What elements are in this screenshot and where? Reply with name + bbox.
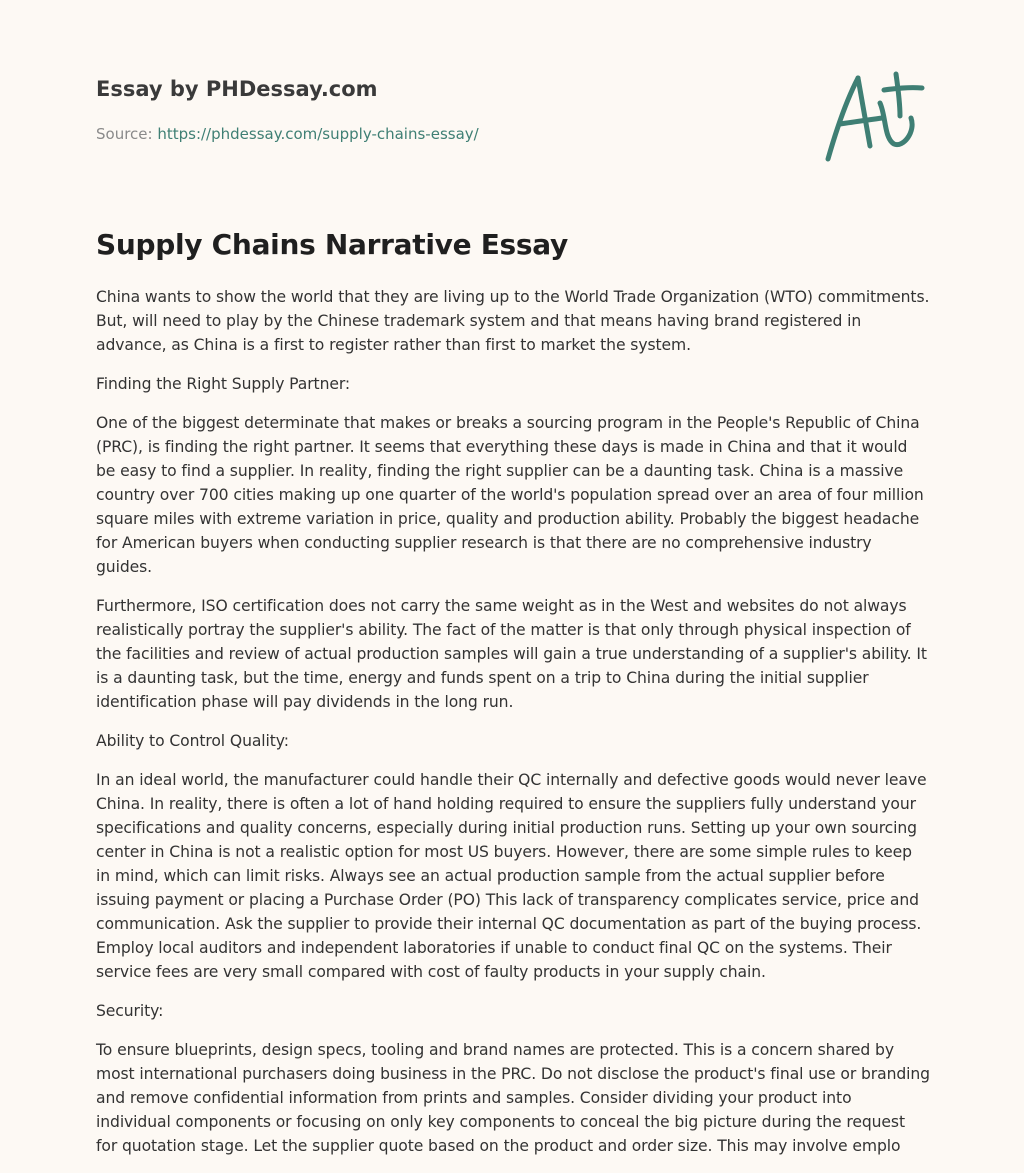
page-header	[96, 74, 656, 144]
essay-paragraph: China wants to show the world that they are living up to the World Trade Organization (WTO) commitments. But, will need to play by the Chinese trademark system and that means having brand registered in advance, as China is a first to register rather than first to market the system.	[96, 288, 930, 354]
source-link[interactable]: https://phdessay.com/supply-chains-essay/	[157, 125, 479, 143]
essay-paragraph: To ensure blueprints, design specs, tooling and brand names are protected. This is a concern shared by most international purchasers doing business in the PRC. Do not disclose the product's final use or branding and remove confidential information from prints and samples. Consider dividing your product into individual components or focusing on only key components to conceal the big picture during the request for quotation stage. Let the supplier quote based on the product and order size. This may involve emplo	[96, 1041, 930, 1155]
essay-body	[96, 225, 930, 1173]
essay-paragraph: Furthermore, ISO certification does not carry the same weight as in the West and websites do not always realistically portray the supplier's ability. The fact of the matter is that only through physical inspection of the facilities and review of actual production samples will gain a true understanding of a supplier's ability. It is a daunting task, but the time, energy and funds spent on a trip to China during the initial supplier identification phase will pay dividends in the long run.	[96, 597, 927, 711]
essay-paragraph: In an ideal world, the manufacturer could handle their QC internally and defective goods would never leave China. In reality, there is often a lot of hand holding required to ensure the suppliers fully understand your specifications and quality concerns, especially during initial production runs. Setting up your own sourcing center in China is not a realistic option for most US buyers. However, there are some simple rules to keep in mind, which can limit risks. Always see an actual production sample from the actual supplier before issuing payment or placing a Purchase Order (PO) This lack of transparency complicates service, price and communication. Ask the supplier to provide their internal QC documentation as part of the buying process. Employ local auditors and independent laboratories if unable to conduct final QC on the systems. Their service fees are very small compared with cost of faulty products in your supply chain.	[96, 771, 927, 981]
section-heading-supply-partner: Finding the Right Supply Partner:	[96, 375, 351, 393]
section-heading-quality: Ability to Control Quality:	[96, 732, 289, 750]
site-title: Essay by PHDessay.com	[96, 77, 378, 101]
source-line	[96, 124, 656, 144]
essay-title: Supply Chains Narrative Essay	[96, 228, 568, 261]
a-plus-logo-icon	[818, 66, 928, 166]
section-heading-security: Security:	[96, 1002, 164, 1020]
source-label: Source:	[96, 125, 158, 143]
essay-paragraph: One of the biggest determinate that makes or breaks a sourcing program in the People's Republic of China (PRC), is finding the right partner. It seems that everything these days is made in China and that it would be easy to find a supplier. In reality, finding the right supplier can be a daunting task. China is a massive country over 700 cities making up one quarter of the world's population spread over an area of four million square miles with extreme variation in price, quality and production ability. Probably the biggest headache for American buyers when conducting supplier research is that there are no comprehensive industry guides.	[96, 414, 924, 576]
